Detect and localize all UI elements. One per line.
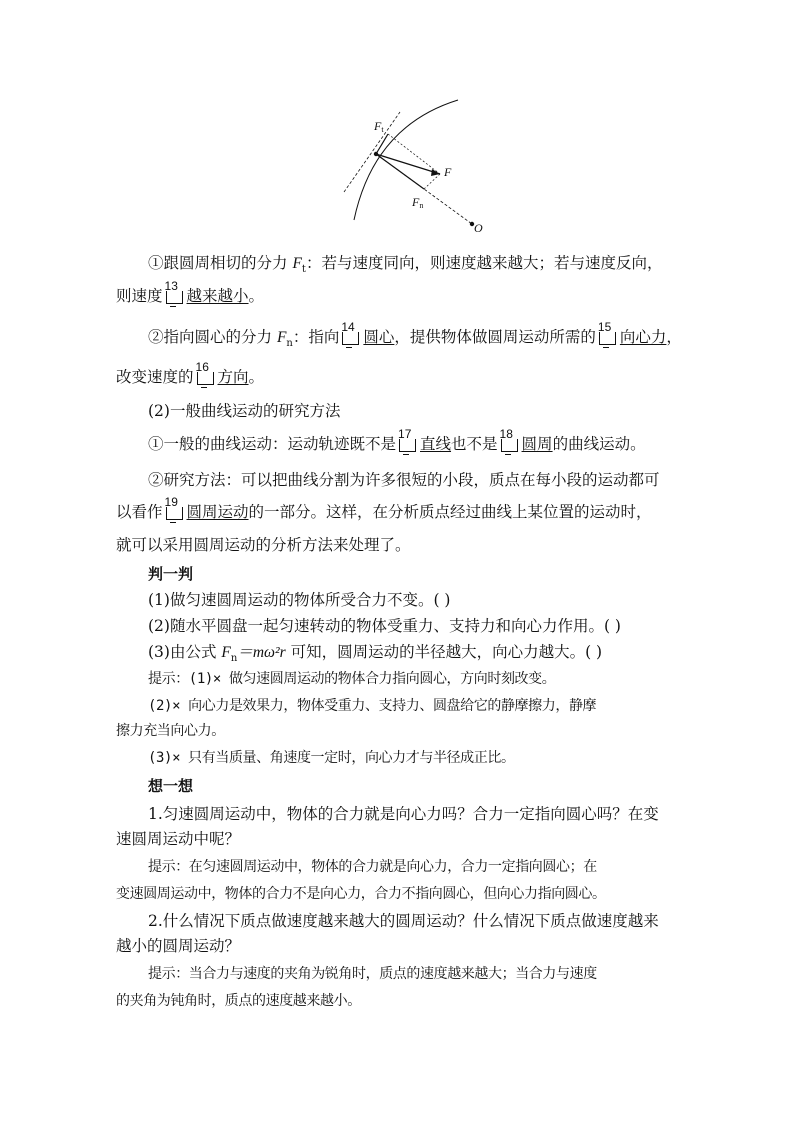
ft-vector <box>376 134 388 154</box>
answer-16: 方向 <box>217 368 249 386</box>
think-q2-line-1: 2.什么情况下质点做速度越来越大的圆周运动？什么情况下质点做速度越来 <box>148 912 659 930</box>
blank-14: 14 <box>341 329 361 345</box>
force-decomposition-diagram <box>328 96 498 240</box>
blank-13: 13 <box>165 288 185 304</box>
think-heading: 想一想 <box>148 777 194 795</box>
section-2-heading: (2)一般曲线运动的研究方法 <box>148 402 341 420</box>
answer-13: 越来越小 <box>186 287 249 305</box>
judge-q2: (2)随水平圆盘一起匀速转动的物体受重力、支持力和向心力作用。( ) <box>148 617 621 635</box>
p4-line: ①一般的曲线运动：运动轨迹既不是 17 直线也不是 18 圆周的曲线运动。 <box>148 427 646 453</box>
label-f: F <box>444 165 452 179</box>
label-ft: Ft <box>374 119 384 134</box>
judge-hint-2b: 擦力充当向心力。 <box>116 723 225 739</box>
p1-line-1: ①跟圆周相切的分力 $F_t$：若与速度同向，则速度越来越大；若与速度反向， <box>148 254 663 276</box>
p2-line-1: ②指向圆心的分力 $F_n$：指向 14 圆心，提供物体做圆周运动所需的 15 向心力， <box>148 320 682 350</box>
judge-q3: (3)由公式 $F_n=m\omega^2r$ 可知，圆周运动的半径越大，向心力越大。( ) <box>148 643 603 665</box>
judge-heading: 判一判 <box>148 565 194 583</box>
answer-17: 直线 <box>420 435 452 453</box>
judge-hint-1: 提示：(1)× 做匀速圆周运动的物体合力指向圆心，方向时刻改变。 <box>148 671 556 687</box>
blank-15: 15 <box>598 329 618 345</box>
judge-hint-2a: (2)× 向心力是效果力，物体受重力、支持力、圆盘给它的静摩擦力，静摩 <box>148 698 597 714</box>
judge-q1: (1)做匀速圆周运动的物体所受合力不变。( ) <box>148 591 451 609</box>
label-fn: Fn <box>412 195 424 210</box>
answer-18: 圆周 <box>521 435 553 453</box>
think-a2-line-2: 的夹角为钝角时，质点的速度越来越小。 <box>116 993 361 1009</box>
think-a2-line-1: 提示：当合力与速度的夹角为锐角时，质点的速度越来越大；当合力与速度 <box>148 966 597 982</box>
judge-hint-3: (3)× 只有当质量、角速度一定时，向心力才与半径成正比。 <box>148 750 515 766</box>
p1-line-2: 则速度 13 越来越小。 <box>116 279 265 305</box>
think-a1-line-2: 变速圆周运动中，物体的合力不是向心力，合力不指向圆心，但向心力指向圆心。 <box>116 886 606 902</box>
p5-line-1: ②研究方法：可以把曲线分割为许多很短的小段，质点在每小段的运动都可 <box>148 471 660 489</box>
answer-19: 圆周运动 <box>186 503 249 521</box>
point-on-circle <box>374 152 378 156</box>
fn-vector <box>376 154 424 189</box>
label-o: O <box>474 221 483 235</box>
blank-17: 17 <box>398 436 418 452</box>
think-q1-line-1: 1.匀速圆周运动中，物体的合力就是向心力吗？合力一定指向圆心吗？在变 <box>148 805 659 823</box>
p2-line-2: 改变速度的 16 方向。 <box>116 360 265 386</box>
blank-16: 16 <box>196 369 216 385</box>
blank-19: 19 <box>165 504 185 520</box>
tangent-line <box>344 112 400 192</box>
p5-line-2: 以看作 19 圆周运动的一部分。这样，在分析质点经过曲线上某位置的运动时， <box>116 495 652 521</box>
think-q2-line-2: 越小的圆周运动？ <box>116 937 241 955</box>
think-q1-line-2: 速圆周运动中呢？ <box>116 830 241 848</box>
force-f-vector <box>376 154 440 174</box>
parallelogram-side-2 <box>424 174 440 189</box>
answer-14: 圆心 <box>363 328 395 346</box>
think-a1-line-1: 提示：在匀速圆周运动中，物体的合力就是向心力，合力一定指向圆心；在 <box>148 859 597 875</box>
p5-line-3: 就可以采用圆周运动的分析方法来处理了。 <box>116 536 411 554</box>
blank-18: 18 <box>500 436 520 452</box>
answer-15: 向心力 <box>619 328 667 346</box>
